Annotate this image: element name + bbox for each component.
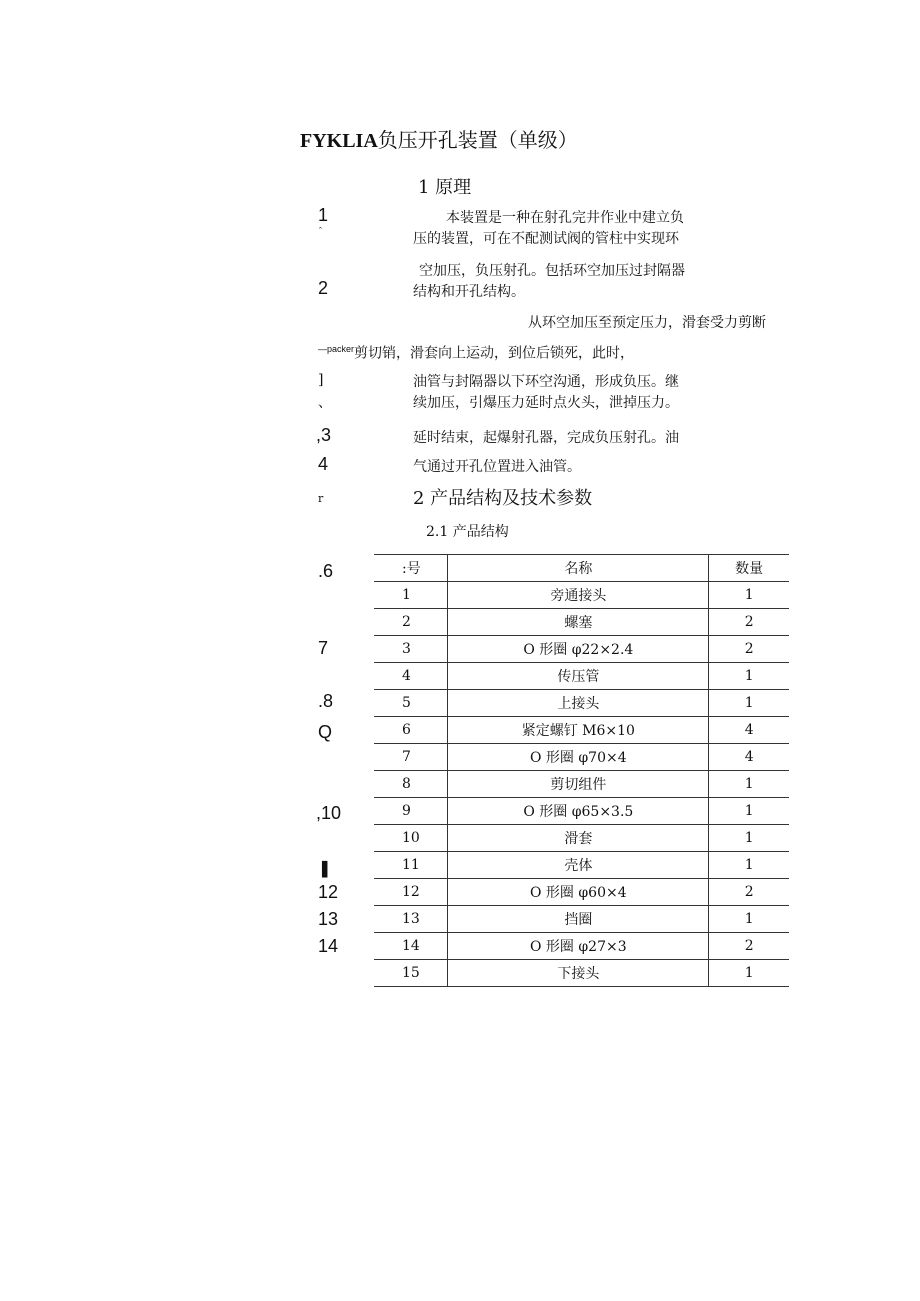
- cell-name: 紧定螺钉 M6×10: [448, 717, 709, 744]
- cell-qty: 2: [709, 879, 789, 906]
- cell-qty: 1: [709, 582, 789, 609]
- margin-mark: ˆ: [319, 226, 322, 236]
- cell-name: O 形圈 φ65×3.5: [448, 798, 709, 825]
- paragraph-line: 气通过开孔位置进入油管。: [413, 459, 581, 475]
- margin-label: .8: [318, 691, 334, 711]
- margin-label: 2: [318, 278, 329, 298]
- packer-mark: —packer: [318, 344, 355, 354]
- section-2-1-heading: 2.1 产品结构: [426, 524, 509, 540]
- margin-label: 、: [318, 395, 332, 411]
- paragraph-line: 本装置是一种在射孔完井作业中建立负: [446, 210, 684, 226]
- table-row: [374, 663, 789, 690]
- paragraph-line: 从环空加压至预定压力，滑套受力剪断: [528, 315, 766, 331]
- header-qty: 数量: [709, 555, 789, 582]
- cell-no: 4: [374, 663, 448, 690]
- document-title: [300, 124, 578, 153]
- cell-qty: 2: [709, 933, 789, 960]
- cell-no: 8: [374, 771, 448, 798]
- table-row: [374, 933, 789, 960]
- title-cjk: 负压开孔装置（单级）: [377, 128, 578, 152]
- paragraph-text: 剪切销，滑套向上运动，到位后锁死，此时，: [354, 345, 635, 362]
- header-name: 名称: [448, 555, 709, 582]
- cell-no: 1: [374, 582, 448, 609]
- cell-name: 挡圈: [448, 906, 709, 933]
- cell-name: O 形圈 φ22×2.4: [448, 636, 709, 663]
- cell-no: 15: [374, 960, 448, 987]
- cell-qty: 2: [709, 636, 789, 663]
- cell-no: 13: [374, 906, 448, 933]
- table-row: [374, 717, 789, 744]
- paragraph-line: 续加压，引爆压力延时点火头，泄掉压力。: [413, 395, 679, 411]
- paragraph-line: 结构和开孔结构。: [413, 284, 525, 300]
- margin-label: ]: [318, 372, 324, 388]
- cell-name: 滑套: [448, 825, 709, 852]
- cell-no: 3: [374, 636, 448, 663]
- table-row: [374, 798, 789, 825]
- paragraph-line: 油管与封隔器以下环空沟通，形成负压。继: [413, 374, 679, 390]
- margin-label: 12: [318, 882, 339, 902]
- cell-no: 6: [374, 717, 448, 744]
- cell-name: 下接头: [448, 960, 709, 987]
- cell-name: O 形圈 φ70×4: [448, 744, 709, 771]
- cell-no: 12: [374, 879, 448, 906]
- cell-qty: 2: [709, 609, 789, 636]
- cell-qty: 1: [709, 798, 789, 825]
- cell-name: 旁通接头: [448, 582, 709, 609]
- table-header-row: [374, 555, 789, 582]
- paragraph-line: 空加压，负压射孔。包括环空加压过封隔器: [419, 263, 685, 279]
- table-row: [374, 609, 789, 636]
- cell-qty: 1: [709, 960, 789, 987]
- paragraph-line: 压的装置，可在不配测试阀的管柱中实现环: [413, 231, 679, 247]
- margin-label: 1: [318, 205, 329, 225]
- table-row: [374, 636, 789, 663]
- cell-qty: 4: [709, 744, 789, 771]
- cell-no: 11: [374, 852, 448, 879]
- cell-name: 上接头: [448, 690, 709, 717]
- margin-label: .6: [318, 561, 334, 581]
- cell-no: 10: [374, 825, 448, 852]
- cell-no: 5: [374, 690, 448, 717]
- margin-label: 13: [318, 909, 339, 929]
- table-row: [374, 771, 789, 798]
- parts-table-body: [374, 555, 789, 987]
- cell-no: 9: [374, 798, 448, 825]
- cell-name: 传压管: [448, 663, 709, 690]
- paragraph-line: 延时结束，起爆射孔器，完成负压射孔。油: [413, 430, 679, 446]
- section-1-heading: 1 原理: [418, 177, 472, 198]
- cell-no: 7: [374, 744, 448, 771]
- cell-qty: 1: [709, 663, 789, 690]
- margin-label: r: [318, 492, 324, 505]
- title-latin: FYKLIA: [300, 130, 378, 152]
- margin-label: Q: [318, 722, 333, 742]
- cell-name: 螺塞: [448, 609, 709, 636]
- margin-label: 7: [318, 638, 329, 658]
- cell-qty: 1: [709, 690, 789, 717]
- cell-name: O 形圈 φ27×3: [448, 933, 709, 960]
- section-2-heading: 2 产品结构及技术参数: [413, 488, 593, 509]
- cell-name: O 形圈 φ60×4: [448, 879, 709, 906]
- table-row: [374, 582, 789, 609]
- cell-qty: 1: [709, 825, 789, 852]
- table-row: [374, 690, 789, 717]
- cell-qty: 4: [709, 717, 789, 744]
- cell-qty: 1: [709, 771, 789, 798]
- table-row: [374, 960, 789, 987]
- parts-table: [374, 554, 789, 987]
- cell-no: 14: [374, 933, 448, 960]
- margin-label: ,10: [316, 803, 342, 823]
- cell-no: 2: [374, 609, 448, 636]
- cell-qty: 1: [709, 906, 789, 933]
- margin-label: ▌: [322, 862, 333, 878]
- table-row: [374, 879, 789, 906]
- table-row: [374, 852, 789, 879]
- margin-label: 4: [318, 454, 329, 474]
- margin-label: 14: [318, 936, 339, 956]
- margin-label: ,3: [316, 425, 332, 445]
- header-no: :号: [374, 555, 448, 582]
- cell-qty: 1: [709, 852, 789, 879]
- table-row: [374, 906, 789, 933]
- table-row: [374, 744, 789, 771]
- cell-name: 壳体: [448, 852, 709, 879]
- table-row: [374, 825, 789, 852]
- cell-name: 剪切组件: [448, 771, 709, 798]
- paragraph-line: [318, 339, 634, 364]
